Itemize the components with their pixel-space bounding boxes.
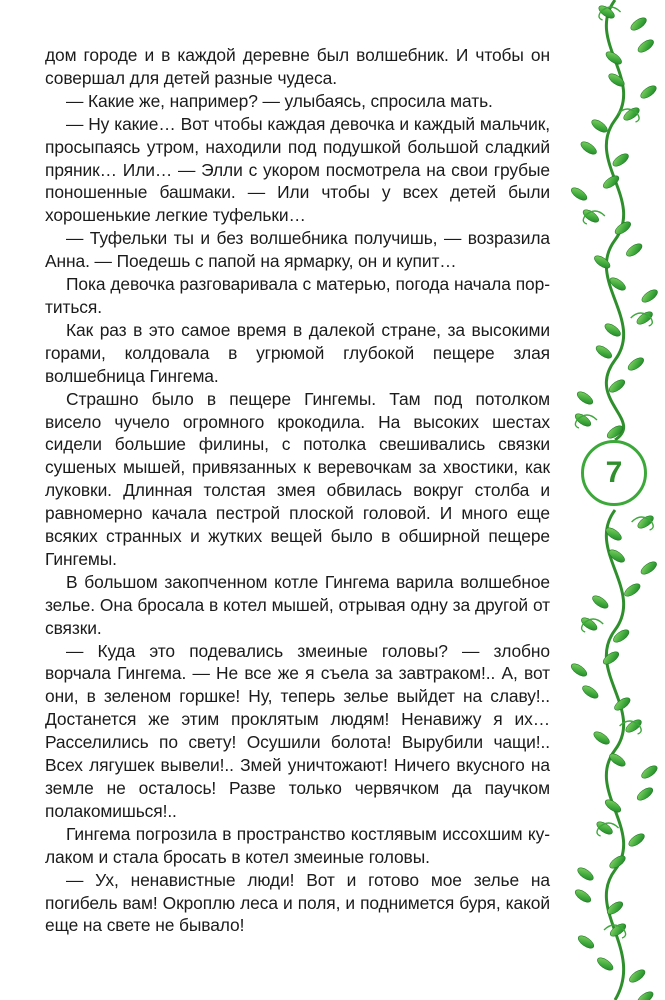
vine-leaf xyxy=(576,865,596,882)
paragraph: Страшно было в пещере Гингемы. Там под потолком висело чучело огромного крокодила. На высоких шестах сидели большие филины, с потолка свешивались связки сушеных мышей, привязанных к веревочкам за хвостики, как луковки. Длинная толстая змея обвилась вокруг столба и равномерно качала пестрой плоской головой. И много еще всяких странных и жутких вещей было в обширной пещере Гингемы. xyxy=(45,388,550,569)
vine-leaf xyxy=(629,15,649,32)
paragraph: — Туфельки ты и без волшебника получишь, — возразила Анна. — Поедешь с папой на ярмарку, он и купит… xyxy=(45,228,550,272)
vine-leaf xyxy=(635,785,655,802)
vine-leaf xyxy=(581,683,601,700)
paragraph: — Куда это подевались змеиные головы? — злобно ворчала Гингема. — Не все же я съела за завтраком!.. А, вот они, в зеленом горшке! Ну, теперь зелье выйдет на славу!.. Достанется же этим проклятым людям! Ненавижу я их… Расселились по свету! Осушили болота! Вырубили чащи!.. Всех лягушек вывели!.. Змей уничтожают! Ничего вкусного на земле не осталось! Разве только червячком да паучком полакомишься!.. xyxy=(45,640,550,821)
vine-leaf xyxy=(627,831,647,848)
vine-leaf xyxy=(623,581,643,598)
paragraph: Пока девочка разговаривала с матерью, погода начала портиться. xyxy=(45,274,550,317)
vine-leaf xyxy=(604,49,624,66)
vine-leaf xyxy=(636,37,656,54)
vine-leaf xyxy=(601,649,621,666)
vine-leaf xyxy=(626,355,646,372)
vine-leaf xyxy=(569,185,589,202)
page-number: 7 xyxy=(605,456,623,489)
vine-leaf xyxy=(592,253,612,270)
vine-leaf xyxy=(592,729,612,746)
vine-leaf xyxy=(607,71,627,88)
vine-leaf xyxy=(591,593,611,610)
vine-leaf xyxy=(640,287,660,304)
vine-leaf xyxy=(603,321,623,338)
vine-leaf xyxy=(624,241,644,258)
vine-leaf xyxy=(575,389,595,406)
vine-leaf xyxy=(607,377,627,394)
paragraph: — Какие же, например? — улыбаясь, спросила мать. xyxy=(66,90,493,111)
vine-leaf xyxy=(573,887,593,904)
paragraph: — Ну какие… Вот чтобы каждая девочка и каждый мальчик, просыпаясь утром, находили под подушкой большой сладкий пряник… Или… — Элли с укором посмотрела на свои грубые поношенные башмаки. — Или чтобы у всех детей были хорошенькие легкие туфельки… xyxy=(45,113,550,226)
paragraph: — Ух, ненавистные люди! Вот и готово мое зелье на погибель вам! Окроплю леса и поля, и поднимется буря, какой еще на свете не бывало! xyxy=(45,869,550,936)
paragraph: В большом закопченном котле Гингема варила волшебное зелье. Она бросала в котел мышей, отрывая одну за другой от связки. xyxy=(45,571,550,638)
vine-leaf xyxy=(627,967,647,984)
vine-leaf xyxy=(640,763,660,780)
vine-leaf xyxy=(639,559,659,576)
paragraph: Гингема погрозила в пространство костлявым иссохшим кулаком и стала бросать в котел змеиные головы. xyxy=(45,823,550,867)
vine-leaf xyxy=(595,955,615,972)
page-text xyxy=(45,44,550,937)
vine-leaf xyxy=(590,117,610,134)
vine-leaf xyxy=(594,343,614,360)
vine-leaf xyxy=(639,83,659,100)
vine-leaf xyxy=(569,661,589,678)
vine-leaf xyxy=(636,989,656,1000)
page-number-badge xyxy=(581,440,647,506)
vine-leaf xyxy=(579,139,599,156)
paragraph: дом городе и в каждой деревне был волшебник. И чтобы он совершал для детей разные чудеса. xyxy=(45,45,550,88)
vine-leaf xyxy=(611,151,631,168)
paragraph: Как раз в это самое время в далекой стране, за высокими горами, колдовала в угрюмой глубокой пещере злая волшебница Гингема. xyxy=(45,319,550,386)
vine-leaf xyxy=(576,933,596,950)
